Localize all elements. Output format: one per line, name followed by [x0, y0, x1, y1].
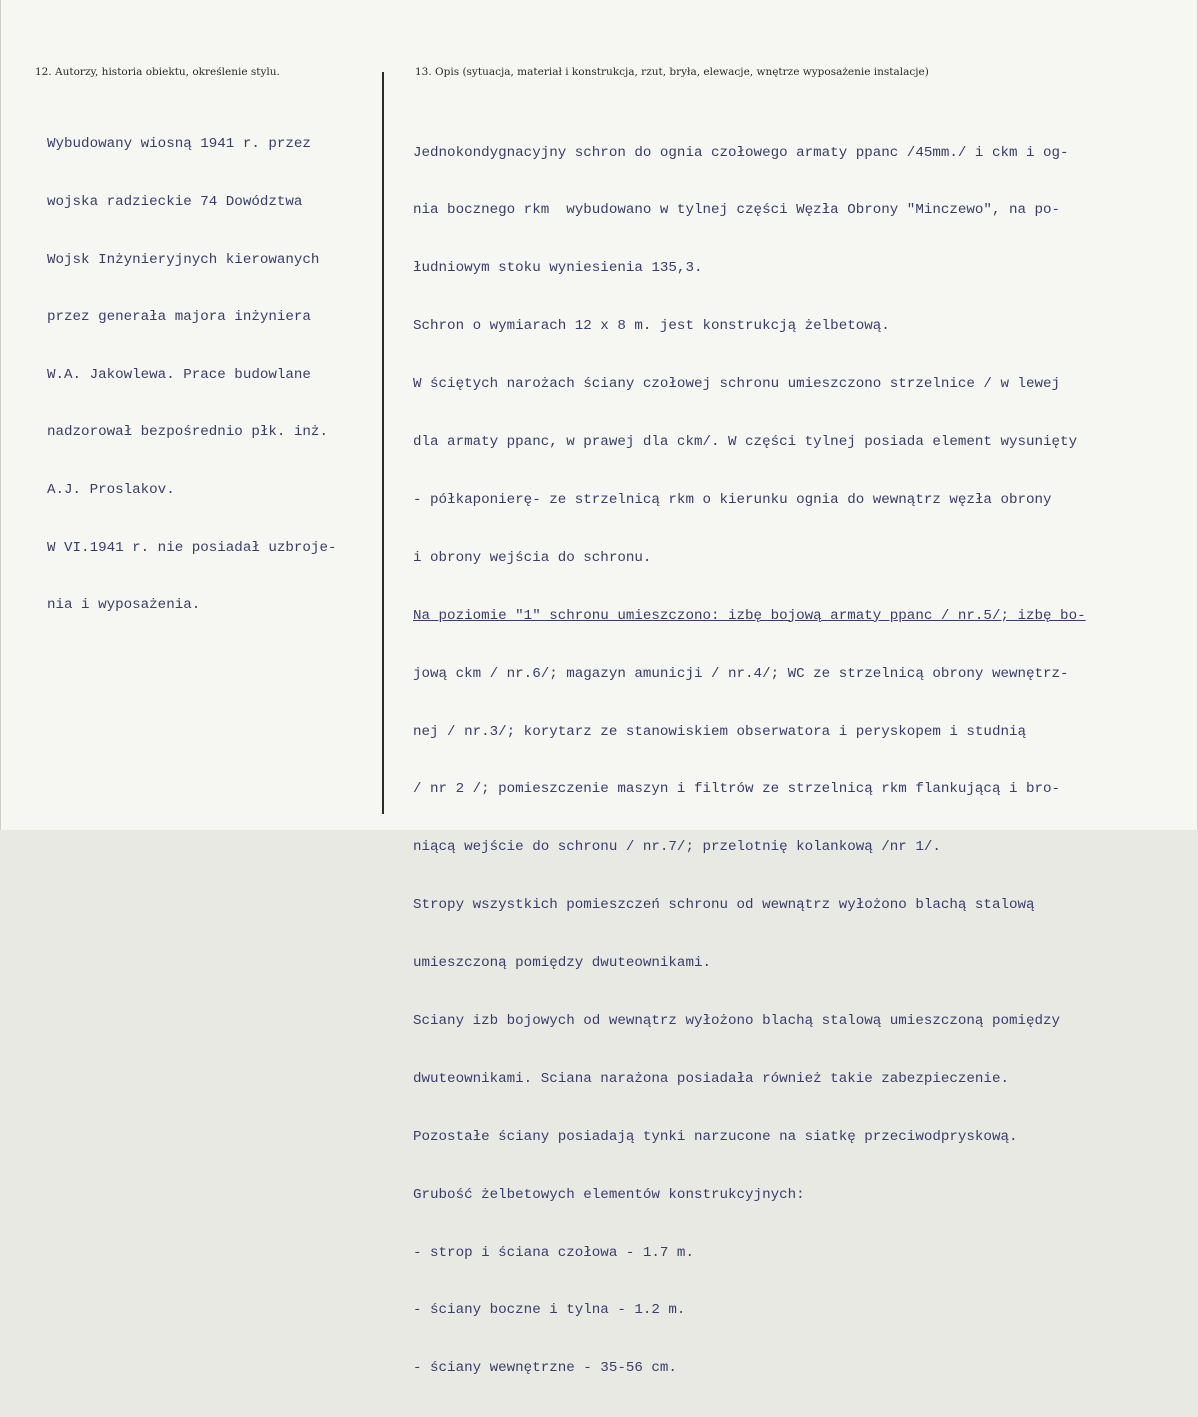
- description-line: - ściany boczne i tylna - 1.2 m.: [413, 1302, 686, 1319]
- description-line: Pozostałe ściany posiadają tynki narzucone na siatkę przeciwodpryskową.: [413, 1128, 1018, 1145]
- section-13-header: 13. Opis (sytuacja, materiał i konstrukcja, rzut, bryła, elewacje, wnętrze wyposażenie instalacje): [415, 66, 929, 78]
- history-line: nadzorował bezpośrednio płk. inż.: [47, 424, 328, 441]
- description-line: nia bocznego rkm wybudowano w tylnej części Węzła Obrony "Minczewo", na po-: [413, 202, 1061, 219]
- description-line: / nr 2 /; pomieszczenie maszyn i filtrów ze strzelnicą rkm flankującą i bro-: [413, 781, 1061, 798]
- description-line: i obrony wejścia do schronu.: [413, 549, 652, 566]
- section-12-header: 12. Autorzy, historia obiektu, określenie stylu.: [35, 66, 280, 78]
- history-line: W VI.1941 r. nie posiadał uzbroje-: [47, 539, 337, 556]
- description-line: jową ckm / nr.6/; magazyn amunicji / nr.4/; WC ze strzelnicą obrony wewnętrz-: [413, 665, 1069, 682]
- description-line: Na poziomie "1" schronu umieszczono: izbę bojową armaty ppanc / nr.5/; izbę bo-: [413, 607, 1086, 624]
- description-line: W ściętych narożach ściany czołowej schronu umieszczono strzelnice / w lewej: [413, 376, 1061, 393]
- description-line: niącą wejście do schronu / nr.7/; przelotnię kolankową /nr 1/.: [413, 839, 941, 856]
- history-text: [47, 97, 336, 654]
- description-line: Grubość żelbetowych elementów konstrukcyjnych:: [413, 1186, 805, 1203]
- description-line: Schron o wymiarach 12 x 8 m. jest konstrukcją żelbetową.: [413, 318, 890, 335]
- description-line: dla armaty ppanc, w prawej dla ckm/. W części tylnej posiada element wysunięty: [413, 434, 1078, 451]
- description-line: łudniowym stoku wyniesienia 135,3.: [413, 260, 703, 277]
- history-line: Wojsk Inżynieryjnych kierowanych: [47, 251, 320, 268]
- description-line: - półkaponierę- ze strzelnicą rkm o kierunku ognia do wewnątrz węzła obrony: [413, 491, 1052, 508]
- description-line: nej / nr.3/; korytarz ze stanowiskiem obserwatora i peryskopem i studnią: [413, 723, 1026, 740]
- description-line: Sciany izb bojowych od wewnątrz wyłożono blachą stalową umieszczoną pomiędzy: [413, 1012, 1061, 1029]
- column-divider: [382, 72, 384, 814]
- history-line: A.J. Proslakov.: [47, 482, 175, 499]
- description-text: [413, 105, 1086, 1417]
- description-line: - ściany wewnętrzne - 35-56 cm.: [413, 1360, 677, 1377]
- history-line: W.A. Jakowlewa. Prace budowlane: [47, 366, 311, 383]
- history-line: Wybudowany wiosną 1941 r. przez: [47, 136, 311, 153]
- description-line: Jednokondygnacyjny schron do ognia czołowego armaty ppanc /45mm./ i ckm i og-: [413, 144, 1069, 161]
- description-line: umieszczoną pomiędzy dwuteownikami.: [413, 955, 711, 972]
- history-line: nia i wyposażenia.: [47, 597, 201, 614]
- history-line: przez generała majora inżyniera: [47, 309, 311, 326]
- description-line: Stropy wszystkich pomieszczeń schronu od wewnątrz wyłożono blachą stalową: [413, 897, 1035, 914]
- history-line: wojska radzieckie 74 Dowództwa: [47, 194, 303, 211]
- description-line: - strop i ściana czołowa - 1.7 m.: [413, 1244, 694, 1261]
- description-line: dwuteownikami. Sciana narażona posiadała również takie zabezpieczenie.: [413, 1070, 1009, 1087]
